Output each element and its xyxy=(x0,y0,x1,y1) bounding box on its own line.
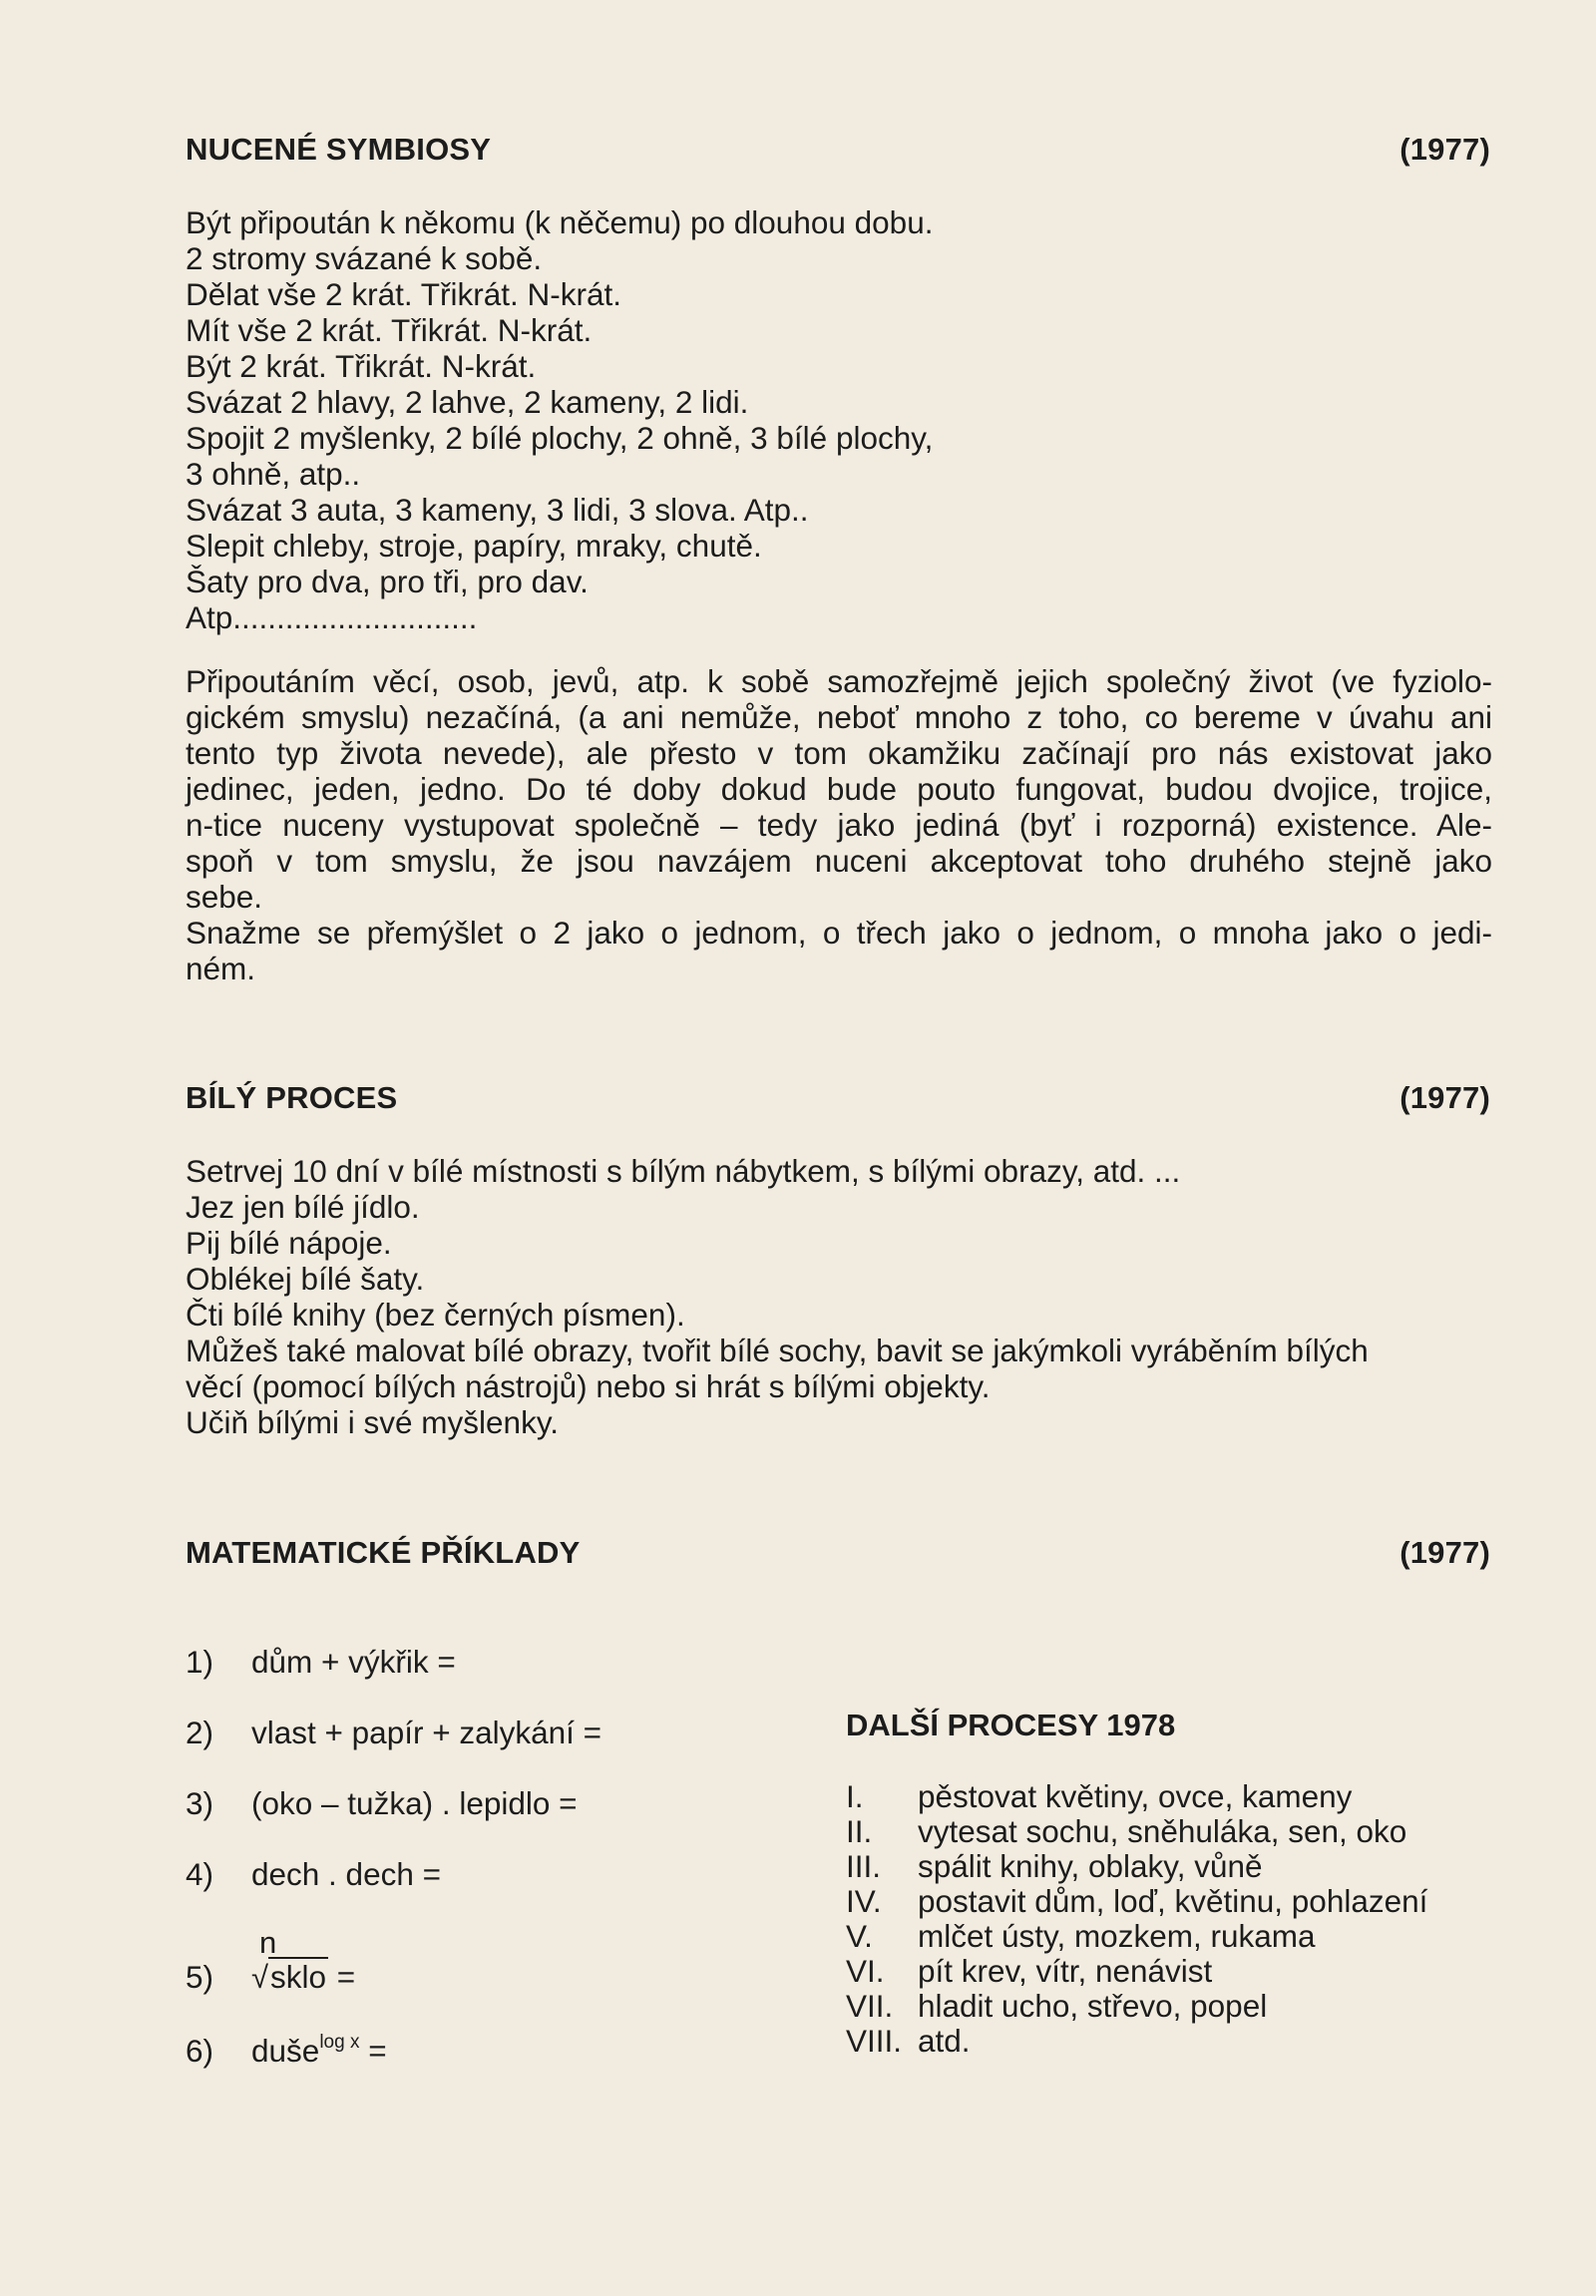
math-item-number: 3) xyxy=(186,1785,214,1821)
math-item-suffix: = xyxy=(359,2033,387,2069)
paragraph-line: Snažme se přemýšlet o 2 jako o jednom, o třech jako o jednom, o mnoha jako o jedi- xyxy=(186,915,1492,951)
math-item-number: 1) xyxy=(186,1644,214,1680)
roman-numeral: IV. xyxy=(846,1883,882,1919)
text-line: Být připoután k někomu (k něčemu) po dlouhou dobu. xyxy=(186,204,934,240)
math-item-number: 2) xyxy=(186,1715,214,1750)
math-item-text: dům + výkřik = xyxy=(251,1644,456,1680)
paragraph-line: spoň v tom smyslu, že jsou navzájem nuceni akceptovat toho druhého stejně jako xyxy=(186,843,1492,879)
process-text: postavit dům, loď, květinu, pohlazení xyxy=(918,1883,1428,1919)
text-line: Svázat 2 hlavy, 2 lahve, 2 kameny, 2 lidi. xyxy=(186,384,749,420)
roman-numeral: II. xyxy=(846,1813,873,1849)
exponent: log x xyxy=(319,2032,360,2053)
math-item-exponent xyxy=(186,2032,387,2070)
text-line: Svázat 3 auta, 3 kameny, 3 lidi, 3 slova. Atp.. xyxy=(186,492,809,528)
process-list-item xyxy=(846,1849,1427,1884)
text-line: Spojit 2 myšlenky, 2 bílé plochy, 2 ohně, 3 bílé plochy, xyxy=(186,420,934,456)
math-item xyxy=(186,1785,578,1822)
process-text: vytesat sochu, sněhuláka, sen, oko xyxy=(918,1813,1407,1849)
exponent-base: duše xyxy=(251,2033,320,2069)
roman-numeral: VIII. xyxy=(846,2023,903,2059)
process-list-item xyxy=(846,1919,1427,1954)
process-list-item xyxy=(846,1884,1427,1919)
process-text: pít krev, vítr, nenávist xyxy=(918,1953,1213,1989)
text-line: Čti bílé knihy (bez černých písmen). xyxy=(186,1297,685,1333)
text-line: Dělat vše 2 krát. Třikrát. N-krát. xyxy=(186,276,622,312)
math-item-text: vlast + papír + zalykání = xyxy=(251,1715,602,1750)
text-line: Pij bílé nápoje. xyxy=(186,1225,392,1261)
math-item xyxy=(186,1644,456,1681)
process-text: spálit knihy, oblaky, vůně xyxy=(918,1848,1263,1884)
nth-root xyxy=(251,1925,328,1996)
roman-numeral: VII. xyxy=(846,1988,894,2024)
section-year: (1977) xyxy=(1399,1080,1490,1115)
symbiosy-lines xyxy=(186,204,1492,635)
paragraph-line: Připoutáním věcí, osob, jevů, atp. k sobě samozřejmě jejich společný život (ve fyziolo- xyxy=(186,663,1492,699)
math-item-number: 6) xyxy=(186,2033,214,2069)
symbiosy-paragraph xyxy=(186,663,1492,986)
math-item-text: dech . dech = xyxy=(251,1856,442,1892)
text-line: Atp............................ xyxy=(186,599,478,635)
roman-numeral: VI. xyxy=(846,1953,885,1989)
text-line: Můžeš také malovat bílé obrazy, tvořit bílé sochy, bavit se jakýmkoli vyráběním bílých xyxy=(186,1333,1369,1368)
math-item-text: (oko – tužka) . lepidlo = xyxy=(251,1785,578,1821)
section-heading-nucene-symbiosy xyxy=(186,132,1490,168)
process-list-item xyxy=(846,1814,1427,1849)
process-list xyxy=(846,1779,1427,2059)
math-item-root xyxy=(186,1925,356,1996)
process-text: hladit ucho, střevo, popel xyxy=(918,1988,1268,2024)
text-line: 3 ohně, atp.. xyxy=(186,456,361,492)
paragraph-line: ném. xyxy=(186,951,256,986)
text-line: Jez jen bílé jídlo. xyxy=(186,1189,420,1225)
paragraph-line: gickém smyslu) nezačíná, (a ani nemůže, neboť mnoho z toho, co bereme v úvahu ani xyxy=(186,699,1492,735)
math-item-suffix: = xyxy=(328,1959,356,1995)
text-line: Slepit chleby, stroje, papíry, mraky, chutě. xyxy=(186,528,762,564)
math-item-number: 4) xyxy=(186,1856,214,1892)
text-line: Být 2 krát. Třikrát. N-krát. xyxy=(186,348,537,384)
roman-numeral: III. xyxy=(846,1848,882,1884)
paragraph-line: tento typ života nevede), ale přesto v tom okamžiku začínají pro nás existovat jako xyxy=(186,735,1492,771)
bily-proces-lines xyxy=(186,1153,1492,1440)
section-heading-matematicke-priklady xyxy=(186,1535,1490,1571)
text-line: Setrvej 10 dní v bílé místnosti s bílým nábytkem, s bílými obrazy, atd. ... xyxy=(186,1153,1181,1189)
math-item xyxy=(186,1856,441,1893)
section-title: MATEMATICKÉ PŘÍKLADY xyxy=(186,1535,581,1570)
radical-sign-icon: √ xyxy=(251,1960,269,1995)
process-text: pěstovat květiny, ovce, kameny xyxy=(918,1778,1353,1814)
section-heading-bily-proces xyxy=(186,1080,1490,1116)
section-title-dalsi-procesy: DALŠÍ PROCESY 1978 xyxy=(846,1708,1176,1742)
paragraph-line: sebe. xyxy=(186,879,263,915)
text-line: věcí (pomocí bílých nástrojů) nebo si hrát s bílými objekty. xyxy=(186,1368,991,1404)
process-text: atd. xyxy=(918,2023,971,2059)
process-list-item xyxy=(846,1954,1427,1989)
roman-numeral: V. xyxy=(846,1918,873,1954)
process-list-item xyxy=(846,1989,1427,2024)
section-title: NUCENÉ SYMBIOSY xyxy=(186,132,492,167)
paragraph-line: n-tice nuceny vystupovat společně – tedy jako jediná (byť i rozporná) existence. Ale- xyxy=(186,807,1492,843)
text-line: 2 stromy svázané k sobě. xyxy=(186,240,543,276)
text-line: Učiň bílými i své myšlenky. xyxy=(186,1404,559,1440)
section-year: (1977) xyxy=(1399,132,1490,167)
text-line: Mít vše 2 krát. Třikrát. N-krát. xyxy=(186,312,593,348)
radicand: sklo xyxy=(270,1959,327,1995)
text-line: Oblékej bílé šaty. xyxy=(186,1261,425,1297)
section-title: BÍLÝ PROCES xyxy=(186,1080,398,1115)
process-list-item xyxy=(846,2024,1427,2059)
paragraph-line: jedinec, jeden, jedno. Do té doby dokud bude pouto fungovat, budou dvojice, trojice, xyxy=(186,771,1492,807)
math-item xyxy=(186,1715,601,1751)
root-index: n xyxy=(259,1925,277,1960)
roman-numeral: I. xyxy=(846,1778,864,1814)
math-item-number: 5) xyxy=(186,1959,214,1995)
process-text: mlčet ústy, mozkem, rukama xyxy=(918,1918,1316,1954)
process-list-item xyxy=(846,1779,1427,1814)
text-line: Šaty pro dva, pro tři, pro dav. xyxy=(186,564,589,599)
section-year: (1977) xyxy=(1399,1535,1490,1570)
